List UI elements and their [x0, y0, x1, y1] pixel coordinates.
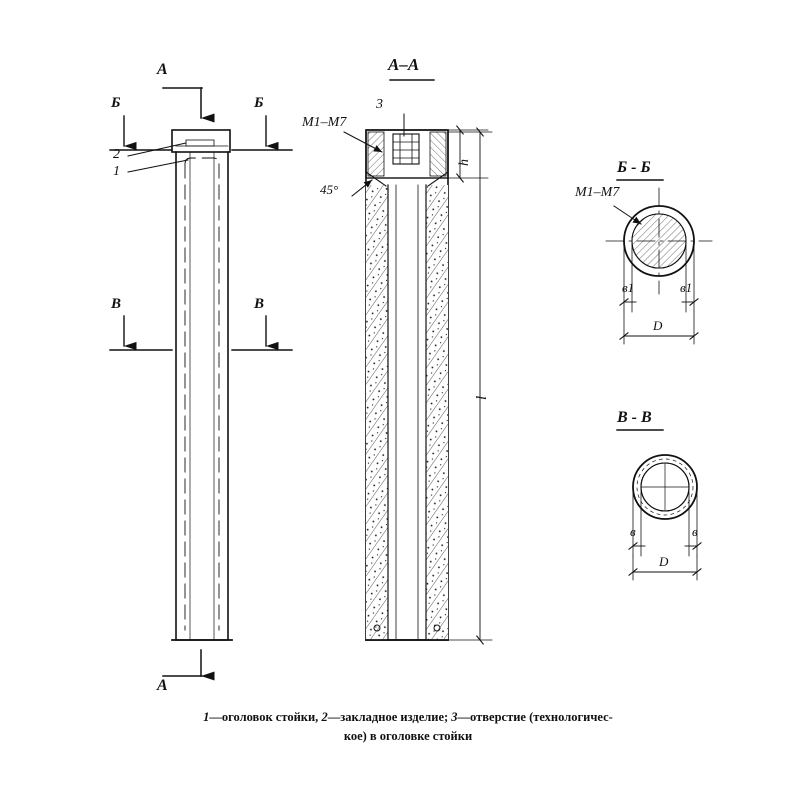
leader-label-pos-2: 2	[113, 147, 120, 162]
section-mark-a-top: A	[157, 61, 168, 78]
dimension-label-l: l	[474, 395, 490, 400]
caption-num-2: 2	[321, 710, 328, 724]
section-mark-v-left: В	[111, 296, 122, 312]
caption-text-2: —закладное изделие;	[327, 710, 449, 724]
label-pos-3: 3	[376, 97, 383, 112]
label-angle-45: 45°	[320, 182, 339, 197]
caption-num-3: 3	[451, 710, 458, 724]
view-section-vv	[617, 430, 697, 580]
caption-text-3: —отверстие (технологичес-	[457, 710, 613, 724]
caption-line-2: кое) в оголовке стойки	[343, 728, 473, 743]
dimension-label-wall-right-vv: в	[692, 524, 698, 539]
dimension-label-wall-left-bb: в1	[622, 280, 635, 295]
section-mark-b-right: Б	[254, 95, 264, 111]
view-title-aa: А–А	[388, 55, 420, 74]
section-mark-v-right: В	[254, 296, 265, 312]
label-anchors-bb: М1–М7	[575, 185, 620, 200]
dimension-label-wall-right-bb: в1	[680, 280, 693, 295]
dimension-label-diameter-vv: D	[659, 554, 669, 569]
caption-text-1: —оголовок стойки,	[209, 710, 319, 724]
view-title-bb: Б - Б	[617, 159, 651, 176]
section-mark-b-left: Б	[111, 95, 121, 111]
figure-caption	[78, 708, 738, 746]
dimension-label-wall-left-vv: в	[630, 524, 636, 539]
caption-num-1: 1	[203, 710, 210, 724]
dimension-label-diameter-bb: D	[653, 318, 663, 333]
leader-label-pos-1: 1	[113, 164, 120, 179]
label-anchors-aa: М1–М7	[302, 115, 347, 130]
section-mark-a-bottom: A	[157, 677, 168, 694]
view-front-elevation	[110, 88, 292, 676]
view-title-vv: В - В	[617, 409, 652, 426]
dimension-label-h: h	[457, 159, 472, 166]
